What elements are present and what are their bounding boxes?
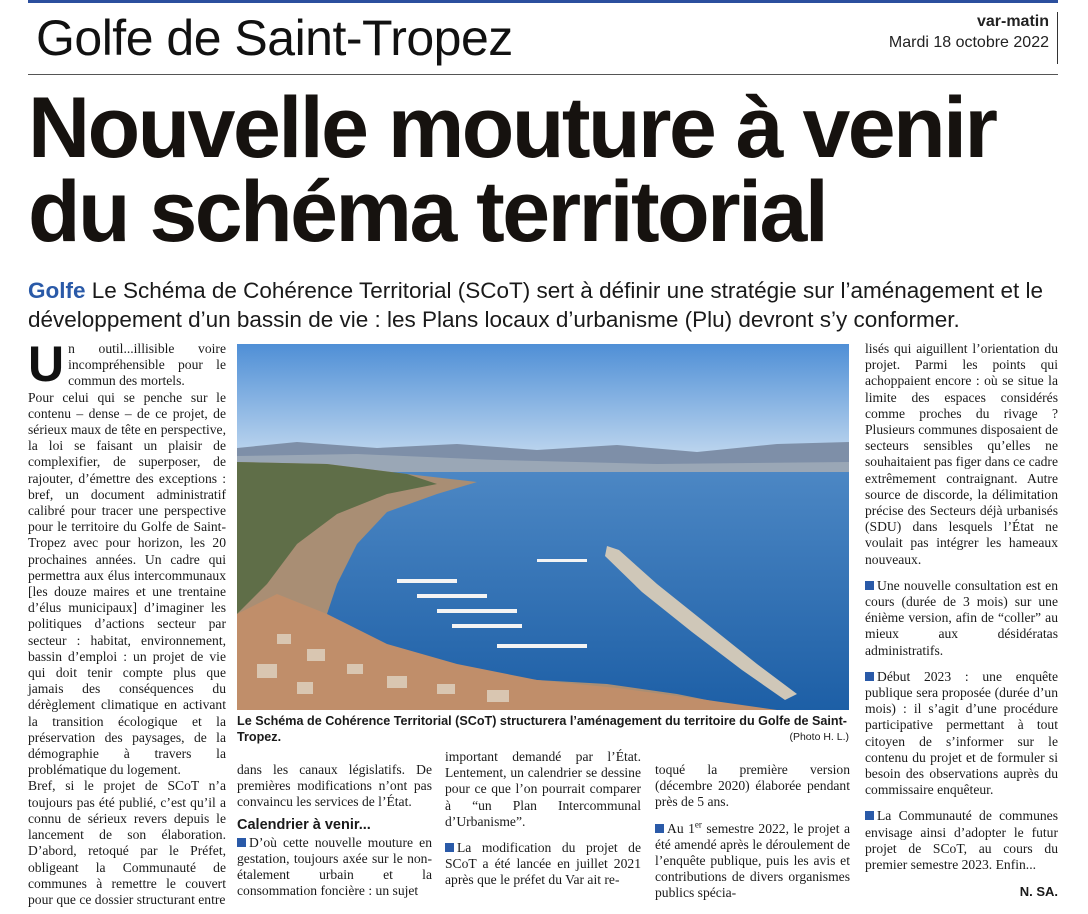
publication-name: var-matin bbox=[976, 13, 1049, 30]
superscript: er bbox=[694, 819, 702, 830]
square-bullet-icon bbox=[865, 581, 874, 590]
paragraph: toqué la première version (décembre 2020) élaborée pendant près de 5 ans. bbox=[655, 762, 850, 810]
header-rule bbox=[28, 74, 1058, 75]
masthead bbox=[819, 12, 1058, 64]
paragraph-text: Une nouvelle consultation est en cours (durée de 3 mois) sur une énième version, afin de “coller” au mieux aux désidératas administratifs. bbox=[865, 577, 1058, 658]
paragraph-text: D’où cette nouvelle mouture en gestation, toujours axée sur le non-étalement urbain et la consommation foncière : un sujet bbox=[237, 834, 432, 899]
kicker: Golfe bbox=[28, 278, 86, 303]
paragraph-text: La modification du projet de SCoT a été lancée en juillet 2021 après que le préfet du Var ait re- bbox=[445, 840, 641, 888]
headline bbox=[28, 80, 1068, 260]
caption-text: Le Schéma de Cohérence Territorial (SCoT) structurera l’aménagement du territoire du Golfe de Saint-Tropez. bbox=[237, 714, 847, 744]
paragraph: Pour celui qui se penche sur le contenu – dense – de ce projet, de sérieux maux de tête en perspective, la loi se faisant un plaisir de complexifier, de superposer, de rajouter, d’émettre des exceptions : bref, un document administratif calibré pour tracer une perspective pour le territoire du Golfe de Saint-Tropez avec pour horizon, les 20 prochaines années. Un cadre qui permettra aux élus intercommunaux [les douze maires et une trentaine d’élus municipaux] d’imaginer les politiques d’actions secteur par secteur : habitat, environnement, bassin d’emploi : un projet de vie qui doit tenir compte plus que jamais des conséquences du dérèglement climatique en activant la transition écologique et la préservation des paysages, de la démographie à travers la problématique du logement. bbox=[28, 389, 226, 778]
paragraph bbox=[865, 578, 1058, 659]
paragraph: dans les canaux législatifs. De premières modifications n’ont pas convaincu les services de l’État. bbox=[237, 762, 432, 810]
publication-date: Mardi 18 octobre 2022 bbox=[888, 34, 1049, 51]
square-bullet-icon bbox=[445, 843, 454, 852]
paragraph-text: La Communauté de communes envisage ainsi d’adopter le futur projet de SCoT, au cours du premier semestre 2023. Enfin... bbox=[865, 808, 1058, 873]
headline-line-2: du schéma territorial bbox=[28, 164, 827, 260]
paragraph-text: Au 1 bbox=[667, 820, 695, 836]
paragraph-text: n outil...illisible voire incompréhensible pour le commun des mortels. bbox=[68, 341, 226, 389]
headline-line-1: Nouvelle mouture à venir bbox=[28, 80, 996, 176]
section-title: Golfe de Saint-Tropez bbox=[36, 10, 513, 66]
lead-paragraph bbox=[28, 276, 1068, 334]
paragraph: important demandé par l’État. Lentement, un calendrier se dessine pour ce que l’on pourrait comparer à “un Plan Intercommunal d’Urbanisme”. bbox=[445, 749, 641, 829]
harbor-aerial-image bbox=[237, 344, 849, 710]
column-3 bbox=[445, 749, 641, 889]
square-bullet-icon bbox=[237, 838, 246, 847]
square-bullet-icon bbox=[865, 811, 874, 820]
drop-cap: U bbox=[28, 336, 65, 392]
photo-credit: (Photo H. L.) bbox=[789, 731, 849, 743]
lead-text: Le Schéma de Cohérence Territorial (SCoT) sert à définir une stratégie sur l’aménagement et le développement d’un bassin de vie : les Plans locaux d’urbanisme (Plu) devront s’y conformer. bbox=[28, 278, 1044, 332]
harbor-photo bbox=[237, 344, 849, 710]
column-2 bbox=[237, 762, 432, 900]
photo-caption bbox=[237, 713, 849, 745]
author-signature: N. SA. bbox=[1019, 884, 1058, 899]
paragraph bbox=[237, 835, 432, 900]
paragraph bbox=[28, 336, 226, 392]
paragraph bbox=[865, 669, 1058, 799]
square-bullet-icon bbox=[865, 672, 874, 681]
top-accent-line bbox=[28, 0, 1058, 3]
paragraph bbox=[445, 840, 641, 889]
column-1 bbox=[28, 336, 226, 908]
column-4 bbox=[655, 762, 850, 902]
paragraph: lisés qui aiguillent l’orientation du projet. Parmi les points qui achoppaient encore : où se situe la limite des espaces considérés comme proches du rivage ? Plusieurs communes disposaient de secteurs sensibles qu’elles ne souhaitaient pas figer dans ce cadre extrêmement contraignant. Autre source de discorde, la délimitation précise des Secteurs déjà urbanisés (SDU) dans lesquels l’État ne voulait pas intégrer les hameaux nouveaux. bbox=[865, 341, 1058, 567]
square-bullet-icon bbox=[655, 824, 664, 833]
subheading: Calendrier à venir... bbox=[237, 816, 371, 833]
paragraph-text: semestre 2022, le projet a été amendé après le déroulement de l’enquête publique, puis les avis et contributions de divers organismes publics spécia- bbox=[655, 820, 850, 901]
column-5 bbox=[865, 341, 1058, 873]
paragraph: Bref, si le projet de SCoT n’a toujours pas été publié, c’est qu’il a connu de sérieux revers depuis le lancement de son élaboration. D’abord, retoqué par le Préfet, obligeant la Communauté de communes à remettre le couvert pour que ce dossier structurant entre bbox=[28, 778, 226, 907]
paragraph bbox=[655, 821, 850, 902]
paragraph-text: Début 2023 : une enquête publique sera proposée (durée d’un mois) : il s’agit d’une procédure participative permettant à tout citoyen de s’informer sur le contenu du projet et de formuler si besoin des observations auprès du commissaire enquêteur. bbox=[865, 668, 1058, 798]
paragraph bbox=[865, 808, 1058, 873]
